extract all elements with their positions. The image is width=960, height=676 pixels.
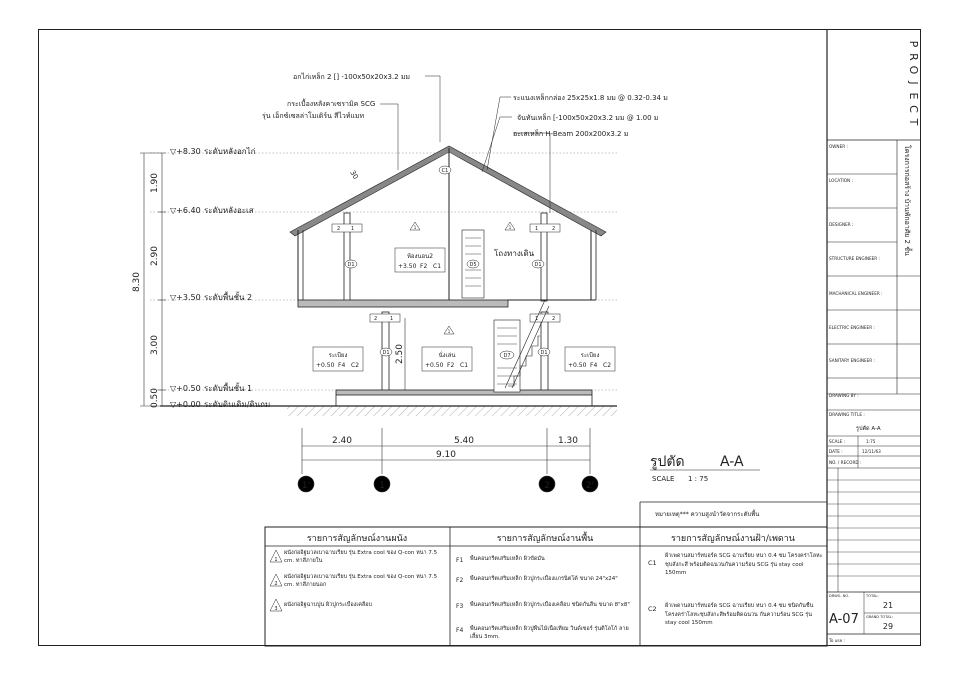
section-title: รูปตัด [650, 454, 685, 470]
grid-label: 1 [379, 481, 385, 491]
grid-label: 2' [585, 481, 595, 491]
floor-legend-title: รายการสัญลักษณ์งานพื้น [496, 534, 594, 544]
wall-tag: 1 [413, 225, 417, 230]
electric-engineer-field: ELECTRIC ENGINEER : [829, 325, 875, 330]
roof-tile-callout: กระเบื้องหลังคาเซรามิค SCG [287, 100, 376, 108]
ceiling-legend [648, 552, 823, 632]
floor-legend [456, 555, 635, 645]
room-level: +0.50 [568, 362, 587, 369]
level-marker: ▽+0.00 [170, 400, 201, 409]
room-floor-code: F2 [420, 263, 428, 270]
wall-tag: 1 [447, 329, 451, 334]
room-floor-code: F4 [590, 362, 598, 369]
section-scale-label: SCALE [652, 475, 675, 483]
room-ceiling-code: C2 [603, 362, 612, 369]
grand-total-value: 29 [882, 622, 894, 631]
project-letter: R [907, 53, 920, 61]
wall-tag: 1 [508, 225, 512, 230]
title-block [827, 29, 921, 646]
owner-field: OWNER : [829, 144, 848, 149]
wall-tag: 1 [535, 316, 539, 322]
vertical-dimensions [140, 153, 405, 409]
designer-field: DESIGNER : [829, 222, 854, 227]
height-dim: 3.00 [150, 334, 160, 356]
to-use-label: To use : [829, 638, 845, 643]
stair-hall-label: โถงทางเดิน [494, 249, 535, 258]
project-letter: T [907, 118, 920, 126]
wall-tag: 1 [535, 226, 539, 232]
scale-label: SCALE : [829, 439, 846, 444]
wall-legend [270, 549, 444, 613]
level-marker: ▽+0.50 [170, 384, 201, 393]
level-marker: ▽+6.40 [170, 206, 201, 215]
height-dim: 0.50 [150, 387, 160, 409]
level-label: ระดับพื้นชั้น 2 [204, 293, 253, 302]
width-dim: 2.40 [331, 436, 353, 446]
sanitary-engineer-field: SANITARY ENGINEER : [829, 358, 875, 363]
height-dim: 2.50 [395, 343, 405, 365]
height-dim: 2.90 [150, 245, 160, 267]
total-label: TOTAL: [866, 594, 879, 598]
ceiling-code: C2 [648, 605, 657, 613]
wall-legend-text: ผนังก่ออิฐมวลเบาฉาบเรียบ รุ่น Extra cool ของ Q-con หนา 7.5 cm. ทาสีภายนอก [284, 574, 438, 589]
section-name: A-A [720, 454, 744, 470]
floor-code: F3 [456, 603, 464, 610]
room-name: ห้องนอน2 [406, 253, 434, 260]
wall-tag: 2 [552, 316, 556, 322]
date-label: DATE : [829, 449, 843, 454]
wall-tag: 1 [351, 226, 355, 232]
grand-total-label: GRAND TOTAL: [866, 615, 893, 619]
door-tag: D5 [469, 262, 477, 268]
drwg-no-label: DRWG. NO. [829, 594, 850, 598]
door-tag: D7 [503, 353, 511, 359]
project-letter: P [907, 40, 920, 48]
room-level: +0.50 [316, 362, 335, 369]
record-label: NO. / RECORD : [829, 460, 862, 465]
room-ceiling-code: C2 [351, 362, 360, 369]
level-label: ระดับดินเดิม/ดินถม [204, 400, 271, 409]
floor-legend-text: พื้นคอนกรีตเสริมเหล็ก ผิวขัดมัน [470, 556, 545, 562]
floor-code: F2 [456, 577, 464, 584]
section-scale: 1 : 75 [688, 475, 709, 483]
mechanical-engineer-field: MACHANICAL ENGINEER : [829, 291, 883, 296]
total-height-dim: 8.30 [132, 271, 142, 293]
room-ceiling-code: C1 [433, 263, 442, 270]
wall-tag: 2 [552, 226, 556, 232]
height-note: หมายเหตุ*** ความสูงนำวัดจากระดับพื้น [655, 511, 760, 518]
total-value: 21 [882, 601, 894, 610]
floor-legend-text: พื้นคอนกรีตเสริมเหล็ก ผิวปูพื้นไม้เนื้อเทียม วินด์เซอร์ รุ่นติโลโก้ ลายเสี้ยน 3mm. [470, 626, 629, 641]
door-tag: D1 [534, 262, 542, 268]
wall-legend-title: รายการสัญลักษณ์งานผนัง [306, 534, 408, 544]
drwg-no-value: A-07 [829, 612, 859, 627]
level-label: ระดับหลังอกไก่ [204, 147, 256, 156]
beam-callout: อะเสเหล็ก H-Beam 200x200x3.2 ม [513, 130, 629, 138]
grid-label: 2 [544, 481, 550, 491]
room-name: นั่งเล่น [438, 352, 456, 359]
ceiling-legend-text: ฝ้าเพดานสมาร์ทบอร์ด SCG ฉาบเรียบ หนา 0.4 ซม โครงคร่าโลหะชุบสังกะสี พร้อมติดฉนวนกันความร้อน SCG รุ่น stay cool 150mm [665, 553, 823, 577]
room-ceiling-code: C1 [460, 362, 469, 369]
wall-tag: 2 [337, 226, 341, 232]
level-marker: ▽+3.50 [170, 293, 201, 302]
slope-label: 30 [348, 169, 360, 181]
project-letter: E [907, 92, 920, 100]
wall-tag: 1 [390, 316, 394, 322]
room-name: ระเบียง [580, 352, 600, 359]
drawing-title-value: รูปตัด A-A [856, 426, 881, 432]
purlin-callout: ระแนงเหล็กกล่อง 25x25x1.8 มม @ 0.32-0.34 ม [513, 94, 668, 102]
floor-legend-text: พื้นคอนกรีตเสริมเหล็ก ผิวปูกระเบื้องเคลือบ ชนิดกันลื่น ขนาด 8"x8" [470, 602, 630, 608]
location-field: LOCATION : [829, 178, 853, 183]
door-tag: D1 [382, 350, 390, 356]
floor-code: F1 [456, 557, 464, 564]
height-dim: 1.90 [150, 172, 160, 194]
ceiling-legend-text: ฝ้าเพดานสมาร์ทบอร์ด SCG ฉาบเรียบ หนา 0.4 ซม ชนิดกันชื้นโครงคร่าโลหะชุบสังกะสีพร้อมติดฉนวน กันความร้อน SCG รุ่น stay cool 150mm [665, 603, 814, 627]
width-dim: 5.40 [453, 436, 475, 446]
level-marker: ▽+8.30 [170, 147, 201, 156]
project-name: โครงการก่อสร้าง บ้านพักอาศัย 2 ชั้น [903, 145, 911, 256]
ridge-callout: อกไก่เหล็ก 2 [] -100x50x20x3.2 มม [293, 73, 411, 81]
grid-label: 1' [301, 481, 311, 491]
project-letter: J [907, 81, 920, 85]
wall-mark: 2 [274, 581, 278, 587]
width-dim: 1.30 [557, 436, 579, 446]
project-heading [907, 41, 920, 126]
level-label: ระดับพื้นชั้น 1 [204, 384, 253, 393]
ceiling-legend-title: รายการสัญลักษณ์งานฝ้า/เพดาน [671, 534, 795, 544]
total-width-dim: 9.10 [435, 450, 457, 460]
drawing-title-label: DRAWING TITLE : [829, 412, 865, 417]
rafter-callout: จันทันเหล็ก [-100x50x20x3.2 มม @ 1.00 ม [517, 114, 659, 122]
scale-value: 1:75 [866, 439, 876, 444]
door-tag: D1 [347, 262, 355, 268]
floor-code: F4 [456, 627, 464, 634]
ceiling-code: C1 [648, 559, 657, 567]
room-name: ระเบียง [328, 352, 348, 359]
room-level: +0.50 [425, 362, 444, 369]
roof-tile-model-callout: รุ่น เอ็กซ์เซลล่าโมเดิร์น สีไวท์แมท [262, 112, 365, 120]
wall-mark: 3 [274, 606, 278, 612]
drawing-by-field: DRAWING BY : [829, 393, 859, 398]
date-value: 12/11/63 [862, 449, 881, 454]
ceiling-tag: C1 [441, 168, 449, 174]
wall-legend-text: ผนังก่ออิฐฉาบปูน ผิวปูกระเบื้องเคลือบ [284, 602, 373, 608]
level-label: ระดับหลังอะเส [204, 206, 254, 215]
structure-engineer-field: STRUCTURE ENGINEER : [829, 256, 880, 261]
room-floor-code: F2 [447, 362, 455, 369]
project-letter: O [907, 65, 920, 75]
room-floor-code: F4 [338, 362, 346, 369]
wall-legend-text: ผนังก่ออิฐมวลเบาฉาบเรียบ รุ่น Extra cool ของ Q-con หนา 7.5 cm. ทาสีภายใน [284, 550, 438, 565]
floor-legend-text: พื้นคอนกรีตเสริมเหล็ก ผิวปูกระเบื้องแกรนิตโต้ ขนาด 24"x24" [470, 576, 618, 582]
wall-mark: 1 [274, 557, 278, 563]
room-level: +3.50 [398, 263, 417, 270]
wall-tag: 2 [374, 316, 378, 322]
door-tag: D1 [540, 350, 548, 356]
project-letter: C [907, 105, 920, 113]
